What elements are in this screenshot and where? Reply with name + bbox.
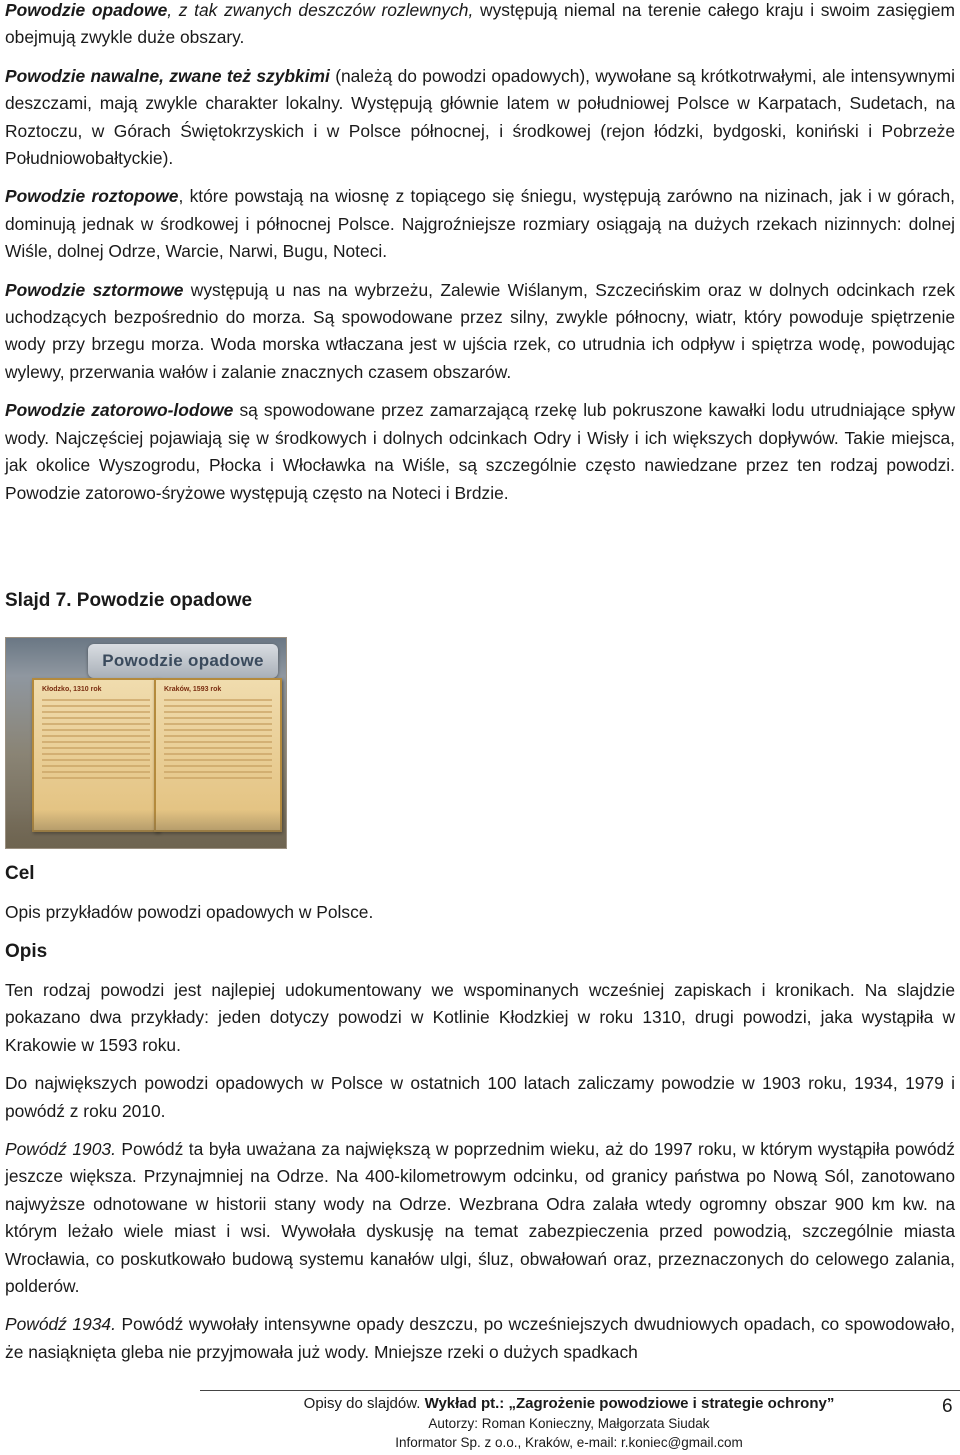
term-1934: Powódź 1934. [5, 1314, 116, 1335]
footer-authors: Autorzy: Roman Konieczny, Małgorzata Siudak [428, 1416, 710, 1431]
opis-paragraph-1: Ten rodzaj powodzi jest najlepiej udokumentowany we wspominanych wcześniej zapiskach i kronikach. Na slajdzie pokazano dwa przykłady: jeden dotyczy powodzi w Kotlinie Kłodzkiej w roku 1310, drugi powodzi, jaka wystąpiła w Krakowie w 1593 roku. [5, 980, 955, 1055]
opis-paragraph-1934 [5, 1311, 955, 1366]
opis-section [5, 977, 955, 1366]
page-number: 6 [942, 1396, 953, 1417]
paragraph-sztormowe [5, 277, 955, 387]
card-left-title: Kłodzko, 1310 rok [42, 686, 102, 693]
paragraph-opadowe [5, 0, 955, 52]
slide-thumbnail [5, 637, 287, 849]
term-zatorowo-lodowe: Powodzie zatorowo-lodowe [5, 400, 234, 421]
opis-paragraph-2: Do największych powodzi opadowych w Polsce w ostatnich 100 latach zaliczamy powodzie w 1903 roku, 1934, 1979 i powódź z roku 2010. [5, 1073, 955, 1121]
term-sztormowe: Powodzie sztormowe [5, 279, 184, 300]
flood-water-overlay [6, 810, 286, 848]
paragraph-zatorowo-lodowe [5, 397, 955, 507]
slide-card-left [32, 678, 160, 832]
italic-rozlewne: , z tak zwanych deszczów rozlewnych, [167, 0, 474, 20]
text-roztopowe: , które powstają na wiosnę z topiącego się śniegu, występują zarówno na nizinach, jak i w górach, dominują jednak w środkowej i północnej Polsce. Najgroźniejsze rozmiary osiągają na dużych rzekach nizinnych: dolnej Wiśle, dolnej Odrze, Warcie, Narwi, Bugu, Noteci. [5, 186, 955, 262]
term-roztopowe: Powodzie roztopowe [5, 186, 179, 207]
text-sztormowe: występują u nas na wybrzeżu, Zalewie Wiślanym, Szczecińskim oraz w dolnych odcinkach rzek uchodzących bezpośrednio do morza. Są spowodowane przez silny, zwykle północny, wiatr, który powoduje spiętrzenie wody przy brzegu morza. Woda morska wtłaczana jest w ujścia rzek, co utrudnia ich odpływ i spiętrza wodę, powodując wylewy, przerwania wałów i zalanie znacznych czasem obszarów. [5, 279, 955, 382]
slide-banner [88, 644, 278, 678]
cel-text: Opis przykładów powodzi opadowych w Polsce. [5, 902, 374, 922]
cel-heading: Cel [5, 863, 35, 884]
intro-section [5, 0, 955, 507]
opis-paragraph-1903 [5, 1136, 955, 1300]
slide-card-right [154, 678, 282, 832]
text-zatorowo-lodowe: są spowodowane przez zamarzającą rzekę lub pokruszone kawałki lodu utrudniające spływ wody. Najczęściej pojawiają się w środkowych i dolnych odcinkach Odry i Wisły i ich większych dopływów. Takie miejsca, jak okolice Wyszogrodu, Płocka i Włocławka na Wiśle, są szczególnie często nawiedzane przez ten rodzaj powodzi. Powodzie zatorowo-śryżowe występują często na Noteci i Brdzie. [5, 400, 955, 503]
footer-publisher: Informator Sp. z o.o., Kraków, e-mail: r.koniec@gmail.com [395, 1435, 743, 1450]
page-footer [200, 1393, 938, 1452]
paragraph-roztopowe [5, 183, 955, 265]
slide-heading: Slajd 7. Powodzie opadowe [5, 590, 253, 611]
footer-prefix: Opisy do slajdów. [303, 1395, 425, 1412]
term-1903: Powódź 1903. [5, 1139, 116, 1160]
footer-divider [200, 1390, 960, 1391]
text-1903: Powódź ta była uważana za największą w poprzednim wieku, aż do 1997 roku, w którym wystąpiła powódź jeszcze większa. Przynajmniej na Odrze. Na 400-kilometrowym odcinku, od granicy państwa po Nową Sól, zanotowano najwyższe odnotowane w historii stany wody na Odrze. Wezbrana Odra zalała wtedy ogromny obszar 900 km kw. na którym leżało wiele miast i wsi. Wywołała dyskusję na temat zabezpieczenia przed powodzią, szczególnie miasta Wrocławia, co poskutkowało budową systemu kanałów ulgi, śluz, obwałowań oraz, przeznaczonych do celowego zalania, polderów. [5, 1139, 955, 1297]
paragraph-nawalne [5, 63, 955, 173]
term-nawalne: Powodzie nawalne, zwane też szybkimi [5, 65, 330, 86]
footer-lecture-title: Wykład pt.: „Zagrożenie powodziowe i strategie ochrony” [424, 1395, 835, 1412]
text-opadowe: występują niemal na terenie całego kraju i swoim zasięgiem obejmują zwykle duże obszary. [5, 0, 956, 48]
opis-heading: Opis [5, 941, 48, 962]
text-nawalne: (należą do powodzi opadowych), wywołane są krótkotrwałymi, ale intensywnymi deszczami, mają zwykle charakter lokalny. Występują głównie latem w południowej Polsce w Karpatach, Sudetach, na Roztoczu, w Górach Świętokrzyskich i w Polsce północnej, i środkowej (rejon łódzki, bydgoski, koniński i Pobrzeże Południowobałtyckie). [5, 65, 956, 169]
footer-line-1 [200, 1393, 938, 1414]
card-right-title: Kraków, 1593 rok [164, 686, 222, 693]
term-opadowe: Powodzie opadowe [5, 0, 168, 20]
slide-title: Powodzie opadowe [102, 651, 264, 670]
text-1934: Powódź wywołały intensywne opady deszczu, po wcześniejszych dwudniowych opadach, co spowodowało, że nasiąknięta gleba nie przyjmowała już wody. Mniejsze rzeki o dużych spadkach [5, 1314, 955, 1362]
